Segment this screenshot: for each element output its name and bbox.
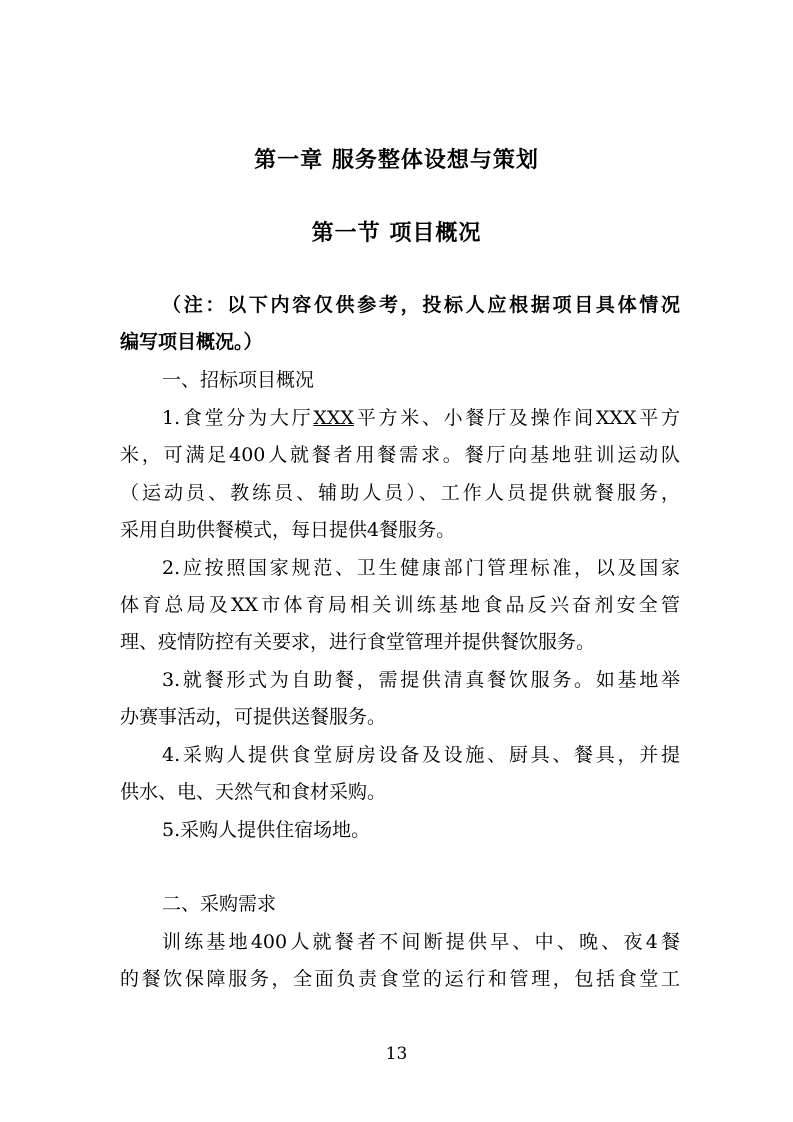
chapter-title: 第一章 服务整体设想与策划 [254, 148, 539, 173]
item5-line-1: 5.采购人提供住宿场地。 [162, 819, 371, 841]
item1-line-4: 采用自助供餐模式，每日提供4餐服务。 [120, 519, 456, 541]
part2-heading: 二、采购需求 [162, 893, 277, 915]
note-line-2: 编写项目概况。） [120, 331, 263, 353]
section-title: 第一节 项目概况 [311, 221, 482, 246]
item3-line-1: 3.就餐形式为自助餐，需提供清真餐饮服务。如基地举 [162, 669, 680, 691]
item1-line-2: 米，可满足400人就餐者用餐需求。餐厅向基地驻训运动队 [120, 444, 680, 466]
item3-line-2: 办赛事活动，可提供送餐服务。 [120, 706, 387, 728]
item2-line-3: 理、疫情防控有关要求，进行食堂管理并提供餐饮服务。 [120, 631, 596, 653]
item4-line-2: 供水、电、天然气和食材采购。 [120, 781, 387, 803]
note-line-1: （注：以下内容仅供参考，投标人应根据项目具体情况 [162, 294, 680, 316]
item1-line-1-pre: 1.食堂分为大厅 [162, 407, 314, 429]
item4-line-1: 4.采购人提供食堂厨房设备及设施、厨具、餐具，并提 [162, 744, 680, 766]
page-number: 13 [385, 1044, 408, 1064]
item2-line-2: 体育总局及XX市体育局相关训练基地食品反兴奋剂安全管 [120, 594, 680, 616]
area-placeholder: XXX [313, 407, 354, 429]
part2-line-1: 训练基地400人就餐者不间断提供早、中、晚、夜4餐 [162, 931, 680, 953]
item2-line-1: 2.应按照国家规范、卫生健康部门管理标准，以及国家 [162, 557, 680, 579]
item1-line-1-post: 平方米、小餐厅及操作间XXX平方 [353, 407, 680, 429]
item1-line-1 [162, 405, 680, 431]
part2-line-2: 的餐饮保障服务，全面负责食堂的运行和管理，包括食堂工 [120, 968, 680, 990]
item1-line-3: （运动员、教练员、辅助人员）、工作人员提供就餐服务， [120, 482, 680, 504]
part1-heading: 一、招标项目概况 [162, 369, 315, 391]
